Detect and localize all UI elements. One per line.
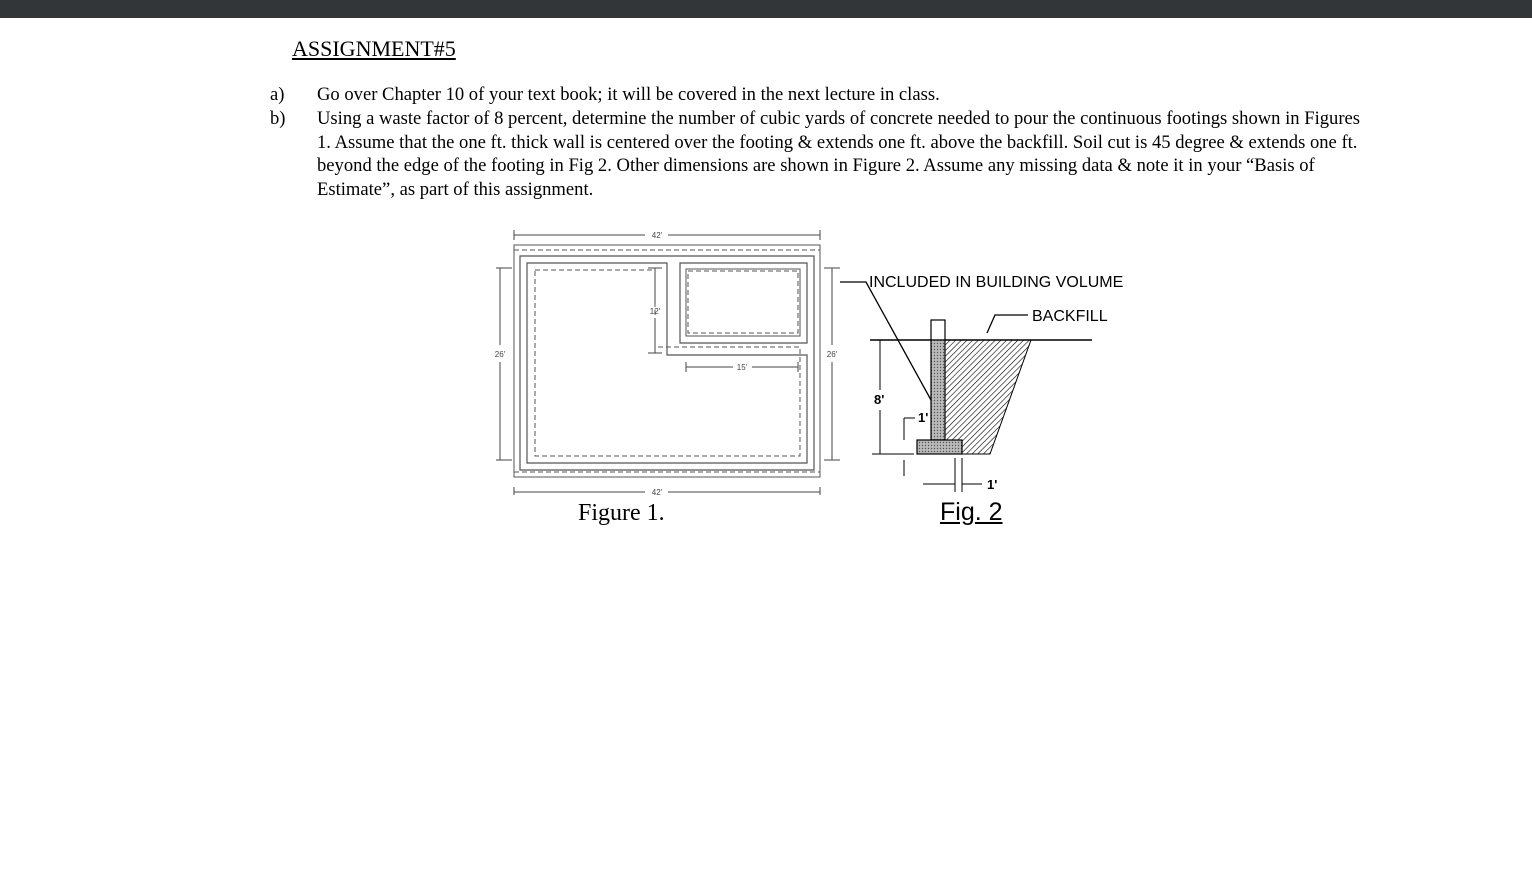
- dim-left-label: 26': [494, 350, 506, 359]
- dim-notch-width-label: 15': [736, 363, 748, 372]
- list-text: Go over Chapter 10 of your text book; it will be covered in the next lecture in class.: [317, 84, 940, 105]
- dim-top-label: 42': [651, 231, 663, 240]
- dim-right-label: 26': [826, 350, 838, 359]
- label-backfill: BACKFILL: [1032, 308, 1108, 325]
- viewer-toolbar: [0, 0, 1532, 18]
- dim-depth-label: 8': [874, 392, 885, 407]
- figure-2-caption: Fig. 2: [940, 498, 1003, 526]
- figure-1-caption: Figure 1.: [578, 500, 665, 526]
- list-marker: a): [270, 84, 285, 105]
- dim-notch-depth-label: 12': [649, 307, 661, 316]
- dim-footing-thickness-label: 1': [918, 410, 929, 425]
- list-text: Using a waste factor of 8 percent, determine the number of cubic yards of concrete needed to pour the continuous footings shown in Figures 1. Assume that the one ft. thick wall is centered over the footing & extends one ft. above the backfill. Soil cut is 45 degree & extends one ft. beyond the edge of the footing in Fig 2. Other dimensions are shown in Figure 2. Assume any missing data & note it in your “Basis of Estimate”, as part of this assignment.: [317, 108, 1361, 200]
- list-marker: b): [270, 108, 286, 129]
- dim-bottom-label: 42': [651, 488, 663, 497]
- dim-offset-label: 1': [987, 477, 998, 492]
- figure-2-section: [835, 265, 1135, 500]
- page-title: ASSIGNMENT#5: [292, 36, 456, 61]
- label-building-volume: INCLUDED IN BUILDING VOLUME: [869, 274, 1124, 291]
- figure-1-plan: [480, 222, 850, 502]
